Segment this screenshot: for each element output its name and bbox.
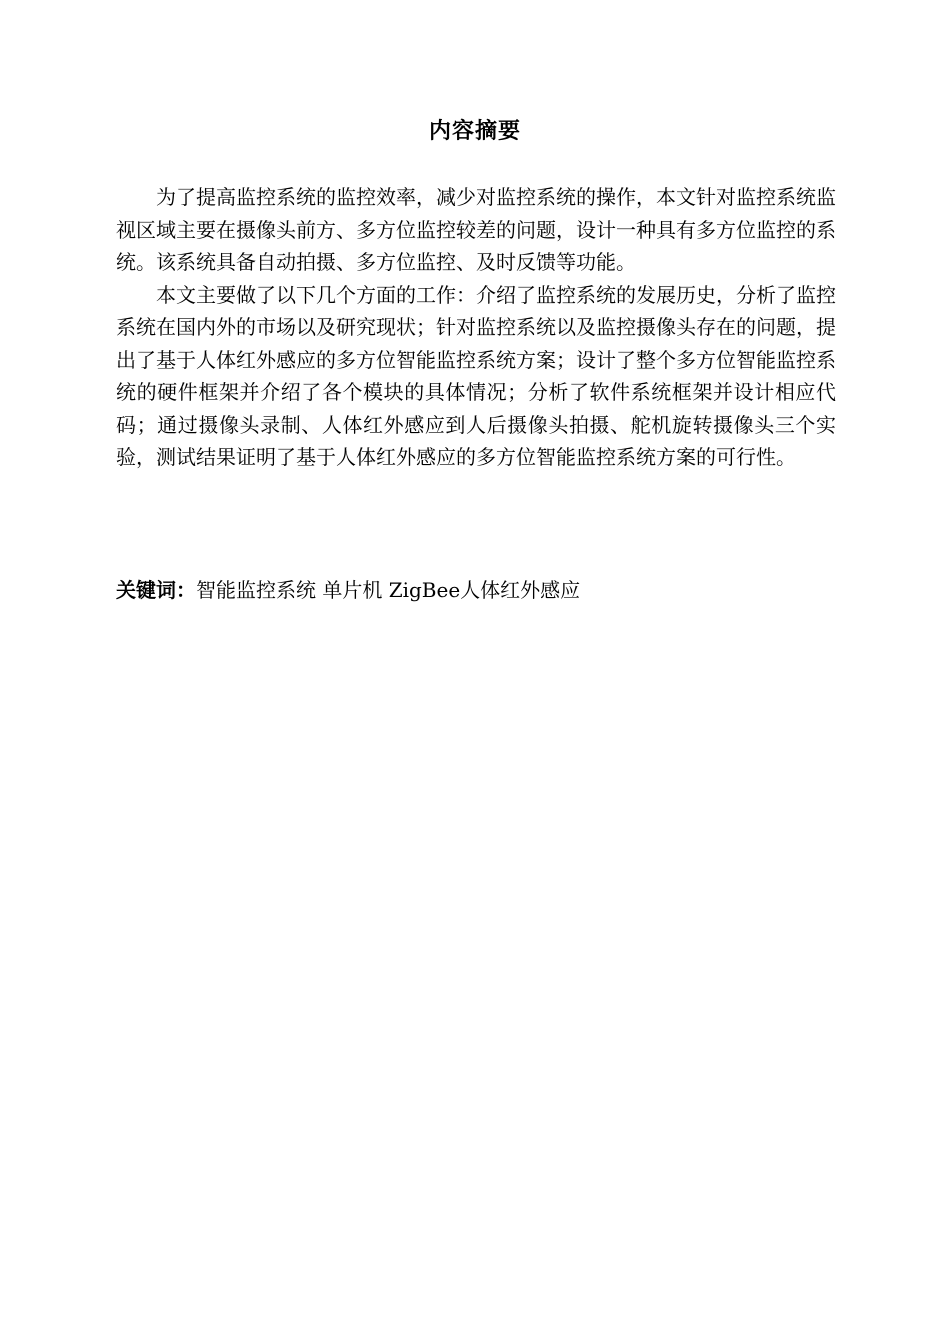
keywords-line bbox=[116, 574, 836, 607]
page-title: 内容摘要 bbox=[428, 119, 521, 144]
abstract-paragraph-2: 本文主要做了以下几个方面的工作：介绍了监控系统的发展历史，分析了监控系统在国内外的市场以及研究现状；针对监控系统以及监控摄像头存在的问题，提出了基于人体红外感应的多方位智能监控系统方案；设计了整个多方位智能监控系统的硬件框架并介绍了各个模块的具体情况；分析了软件系统框架并设计相应代码；通过摄像头录制、人体红外感应到人后摄像头拍摄、舵机旋转摄像头三个实验，测试结果证明了基于人体红外感应的多方位智能监控系统方案的可行性。 bbox=[116, 282, 836, 469]
abstract-body bbox=[116, 181, 836, 474]
keywords-value: 智能监控系统 单片机 ZigBee人体红外感应 bbox=[196, 578, 581, 602]
keywords-label: 关键词： bbox=[116, 578, 196, 602]
abstract-paragraph-1: 为了提高监控系统的监控效率，减少对监控系统的操作，本文针对监控系统监视区域主要在摄像头前方、多方位监控较差的问题，设计一种具有多方位监控的系统。该系统具备自动拍摄、多方位监控、及时反馈等功能。 bbox=[116, 185, 836, 274]
